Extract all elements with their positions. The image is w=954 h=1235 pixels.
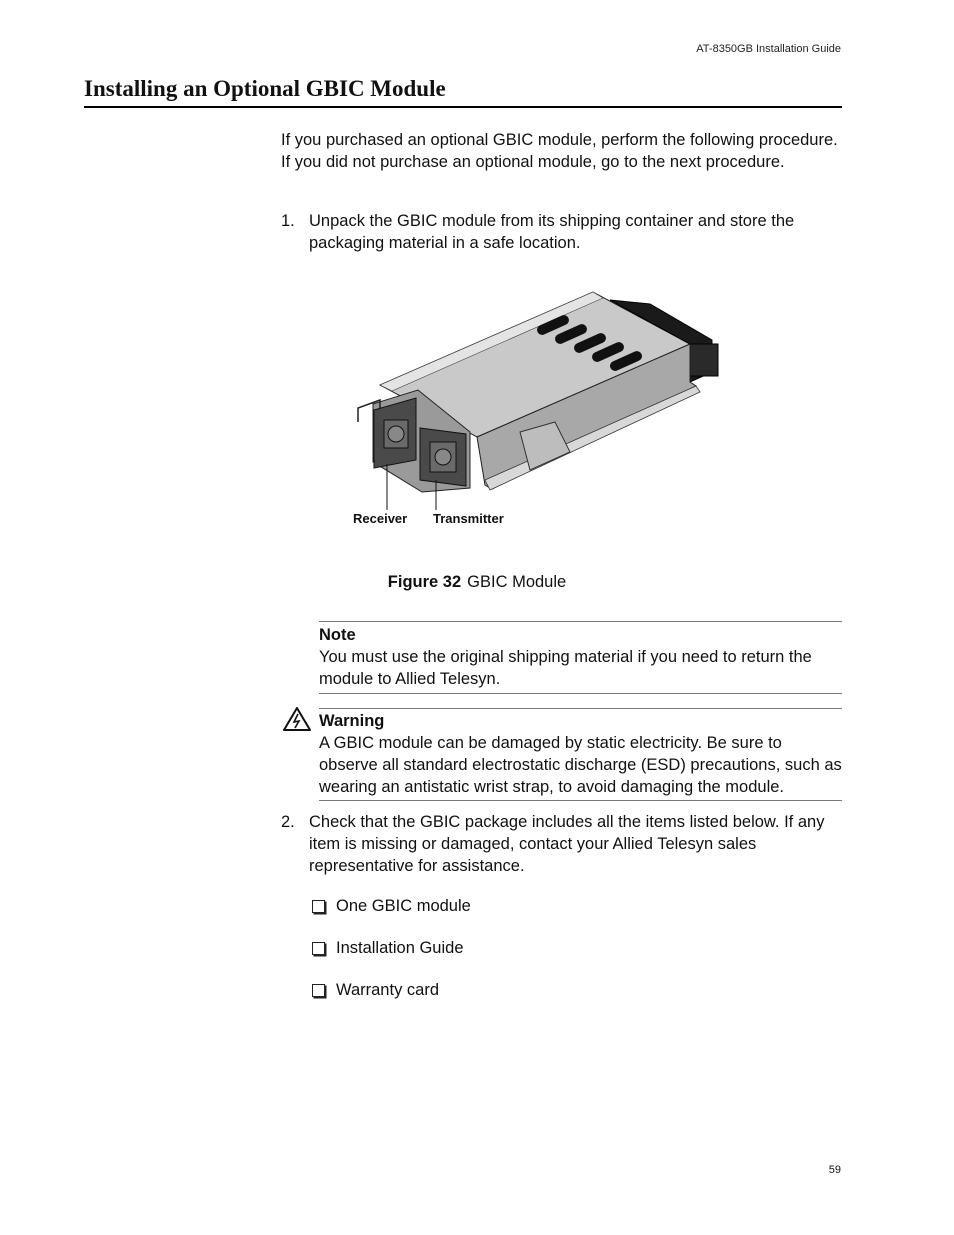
step-1 bbox=[281, 210, 841, 254]
checklist-item bbox=[312, 895, 712, 917]
figure-caption bbox=[0, 573, 954, 592]
checkbox-icon bbox=[312, 900, 325, 913]
gbic-module-illustration bbox=[340, 282, 740, 540]
receiver-label: Receiver bbox=[353, 511, 408, 526]
section-title: Installing an Optional GBIC Module bbox=[84, 76, 842, 108]
checklist-item bbox=[312, 937, 712, 959]
checklist-item bbox=[312, 979, 712, 1001]
checklist-item-label: Warranty card bbox=[336, 981, 439, 999]
checklist-item-label: One GBIC module bbox=[336, 897, 471, 915]
note-box bbox=[319, 621, 842, 694]
step-text: Unpack the GBIC module from its shipping container and store the packaging material in a safe location. bbox=[309, 212, 795, 252]
running-header: AT-8350GB Installation Guide bbox=[696, 43, 841, 55]
checkbox-icon bbox=[312, 984, 325, 997]
note-text: You must use the original shipping material if you need to return the module to Allied Telesyn. bbox=[319, 648, 812, 688]
transmitter-label: Transmitter bbox=[433, 511, 504, 526]
warning-triangle-icon bbox=[282, 706, 312, 732]
figure-caption-text: GBIC Module bbox=[467, 573, 567, 591]
figure-number: Figure 32 bbox=[387, 573, 462, 591]
step-number: 2. bbox=[281, 813, 295, 831]
note-heading: Note bbox=[319, 626, 356, 644]
step-number: 1. bbox=[281, 212, 295, 230]
checklist-item-label: Installation Guide bbox=[336, 939, 464, 957]
warning-heading: Warning bbox=[319, 712, 385, 730]
step-text: Check that the GBIC package includes all the items listed below. If any item is missing or damaged, contact your Allied Telesyn sales representative for assistance. bbox=[309, 813, 825, 875]
checkbox-icon bbox=[312, 942, 325, 955]
checklist bbox=[312, 895, 712, 1021]
page-number: 59 bbox=[828, 1164, 841, 1176]
intro-paragraph: If you purchased an optional GBIC module, perform the following procedure. If you did not purchase an optional module, go to the next procedure. bbox=[281, 131, 838, 171]
step-2 bbox=[281, 811, 841, 877]
warning-text: A GBIC module can be damaged by static electricity. Be sure to observe all standard electrostatic discharge (ESD) precautions, such as wearing an antistatic wrist strap, to avoid damaging the module. bbox=[319, 734, 842, 796]
warning-box bbox=[319, 708, 842, 801]
